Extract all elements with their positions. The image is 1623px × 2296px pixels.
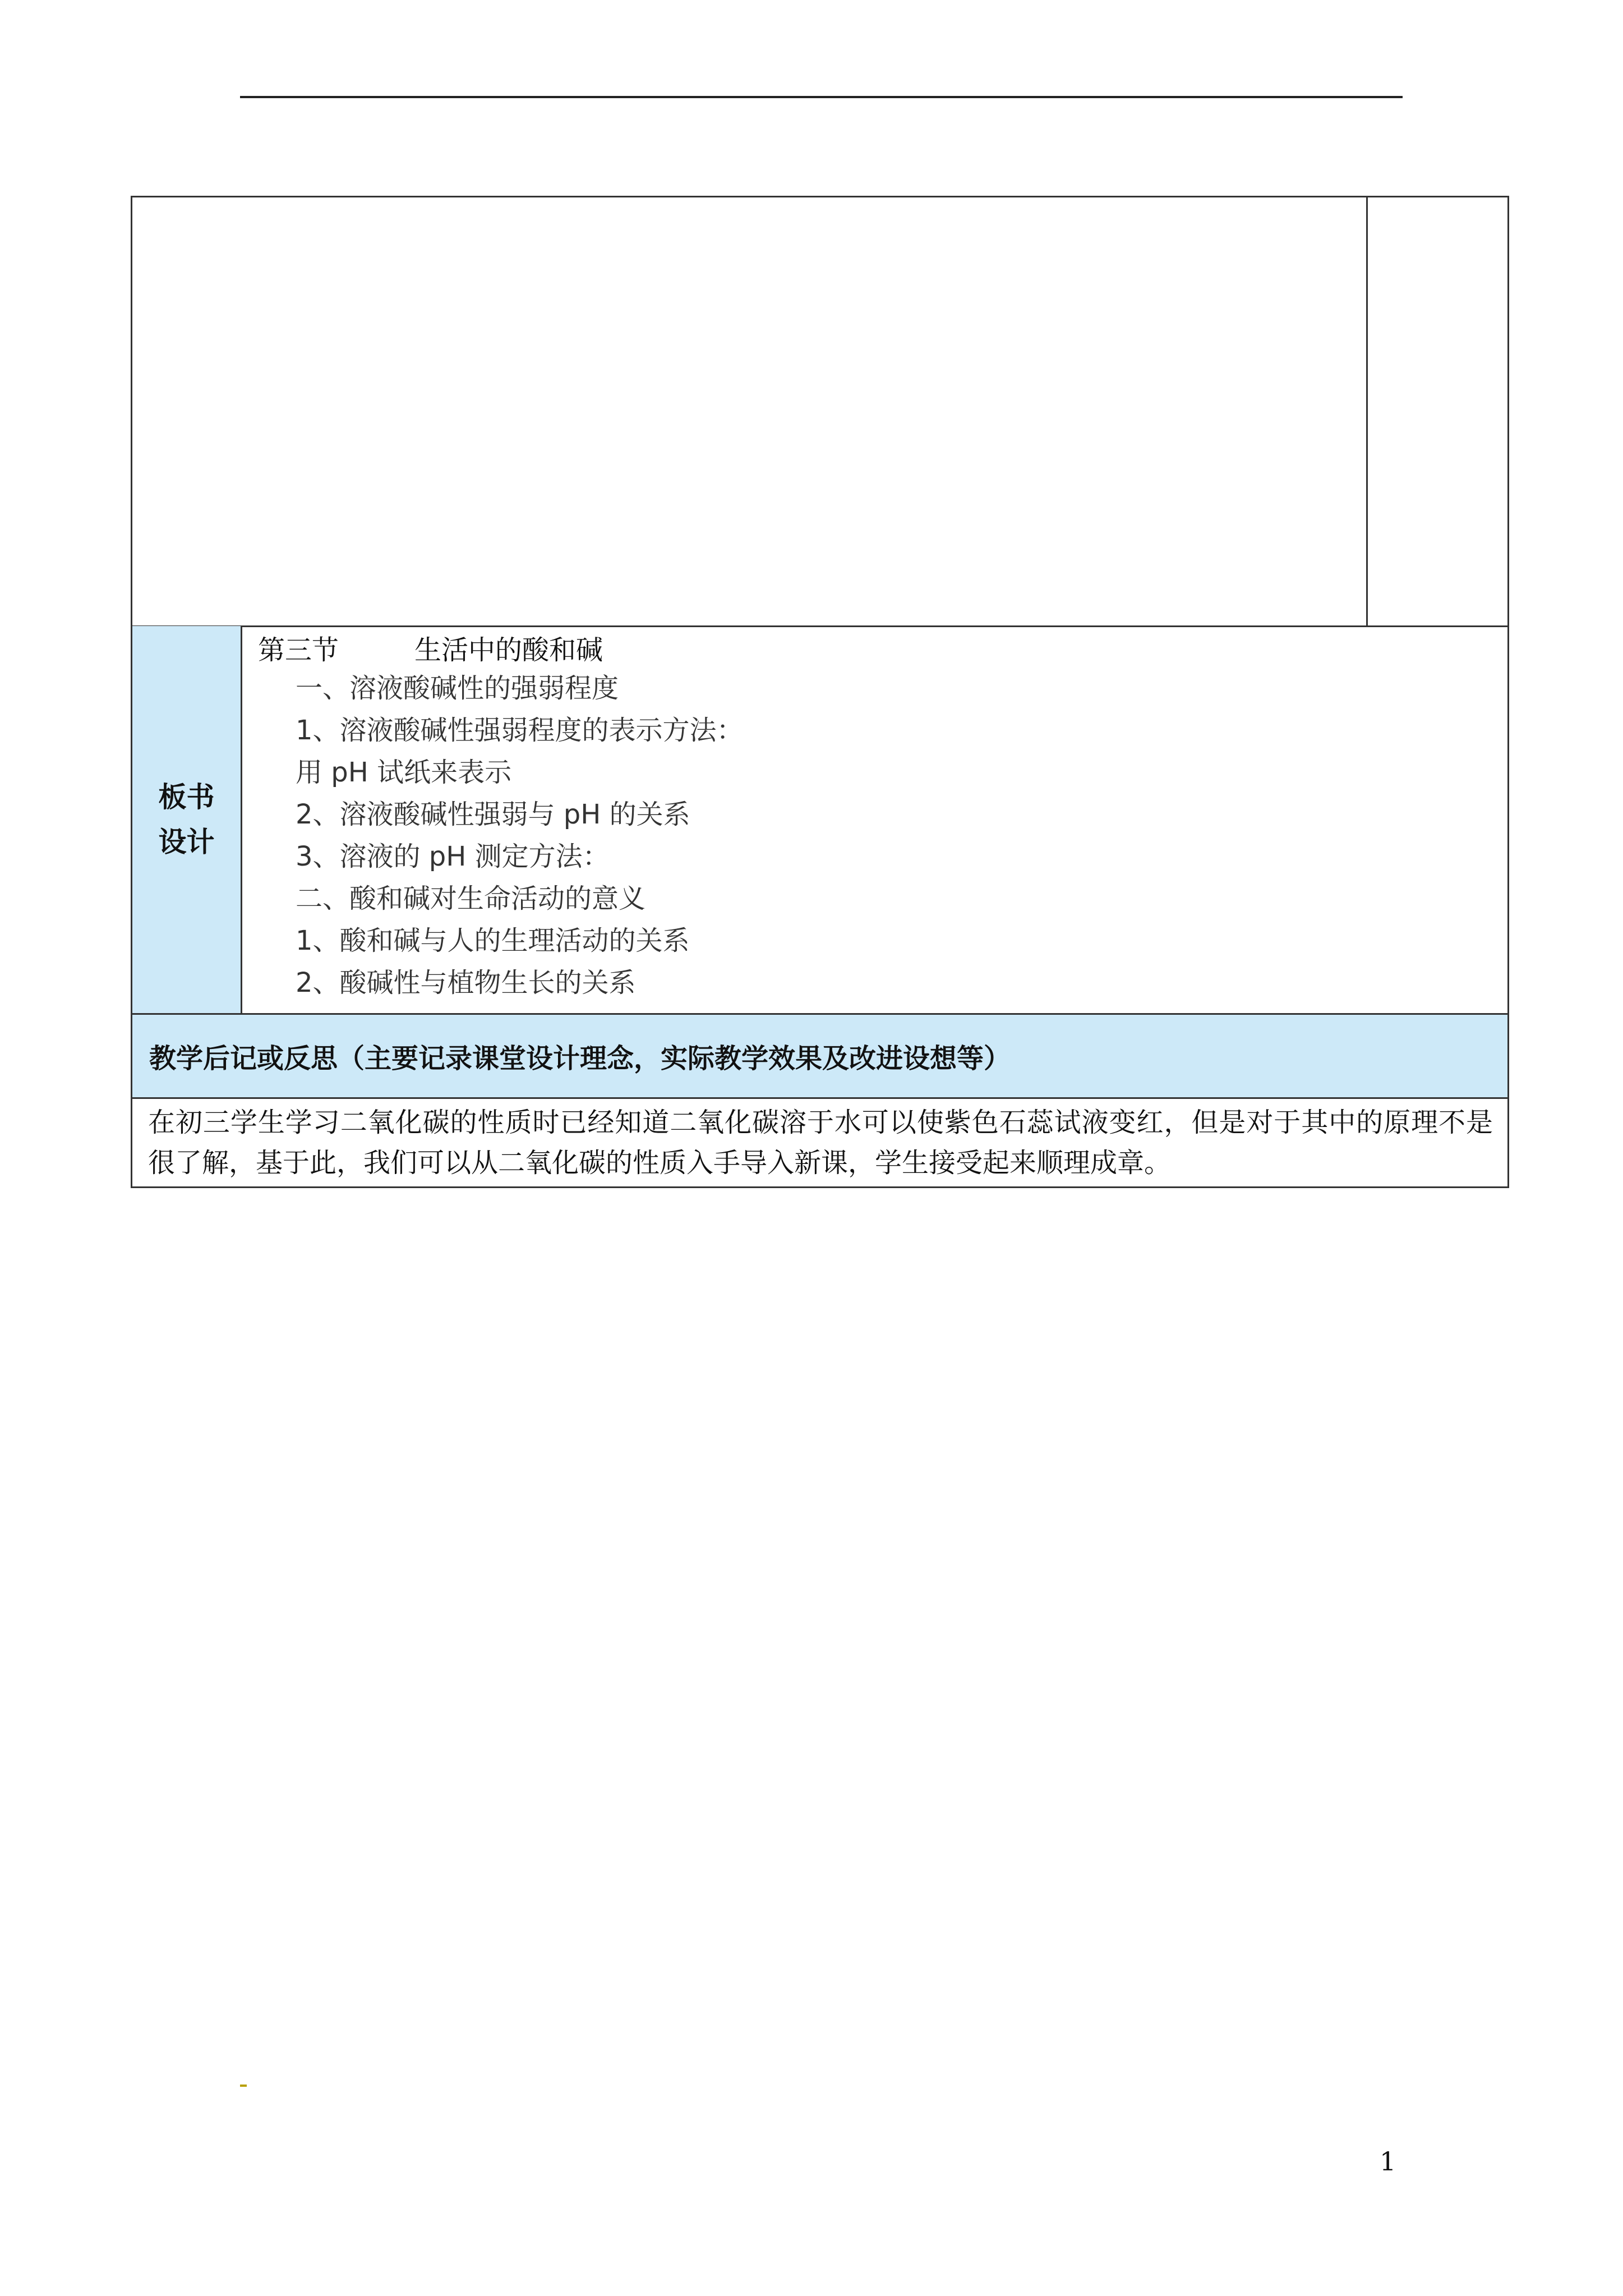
header-rule [240, 96, 1403, 98]
section-heading [258, 632, 603, 669]
page-number: 1 [1380, 2146, 1396, 2177]
board-design-label-cell [132, 626, 242, 1013]
board-line-item: 1、溶液酸碱性强弱程度的表示方法： [296, 715, 744, 746]
board-design-content [242, 626, 1507, 1013]
section-number: 第三节 [258, 634, 339, 666]
board-line-item: 2、溶液酸碱性强弱与 pH 的关系 [296, 799, 690, 830]
board-line-item: 2、酸碱性与植物生长的关系 [296, 967, 636, 999]
reflection-body-row [131, 1099, 1509, 1188]
board-label-line-1: 板书 [158, 781, 215, 813]
column-divider [1366, 197, 1368, 625]
board-line-item: 用 pH 试纸来表示 [296, 757, 512, 788]
board-line-heading-1: 一、溶液酸碱性的强弱程度 [296, 673, 619, 704]
board-line-heading-2: 二、酸和碱对生命活动的意义 [296, 883, 646, 914]
board-line-item: 1、酸和碱与人的生理活动的关系 [296, 925, 690, 956]
reflection-header-row [131, 1015, 1509, 1099]
section-title: 生活中的酸和碱 [414, 634, 603, 666]
reflection-header: 教学后记或反思（主要记录课堂设计理念，实际教学效果及改进设想等） [149, 1043, 1011, 1074]
reflection-text: 在初三学生学习二氧化碳的性质时已经知道二氧化碳溶于水可以使紫色石蕊试液变红，但是对于其中的原理不是很了解，基于此，我们可以从二氧化碳的性质入手导入新课，学生接受起来顺理成章。 [148, 1107, 1493, 1179]
blank-table-row [131, 196, 1509, 627]
board-label-line-2: 设计 [158, 826, 215, 858]
board-line-item: 3、溶液的 pH 测定方法： [296, 841, 610, 872]
dash-mark [240, 2085, 247, 2087]
board-design-row [131, 626, 1509, 1015]
